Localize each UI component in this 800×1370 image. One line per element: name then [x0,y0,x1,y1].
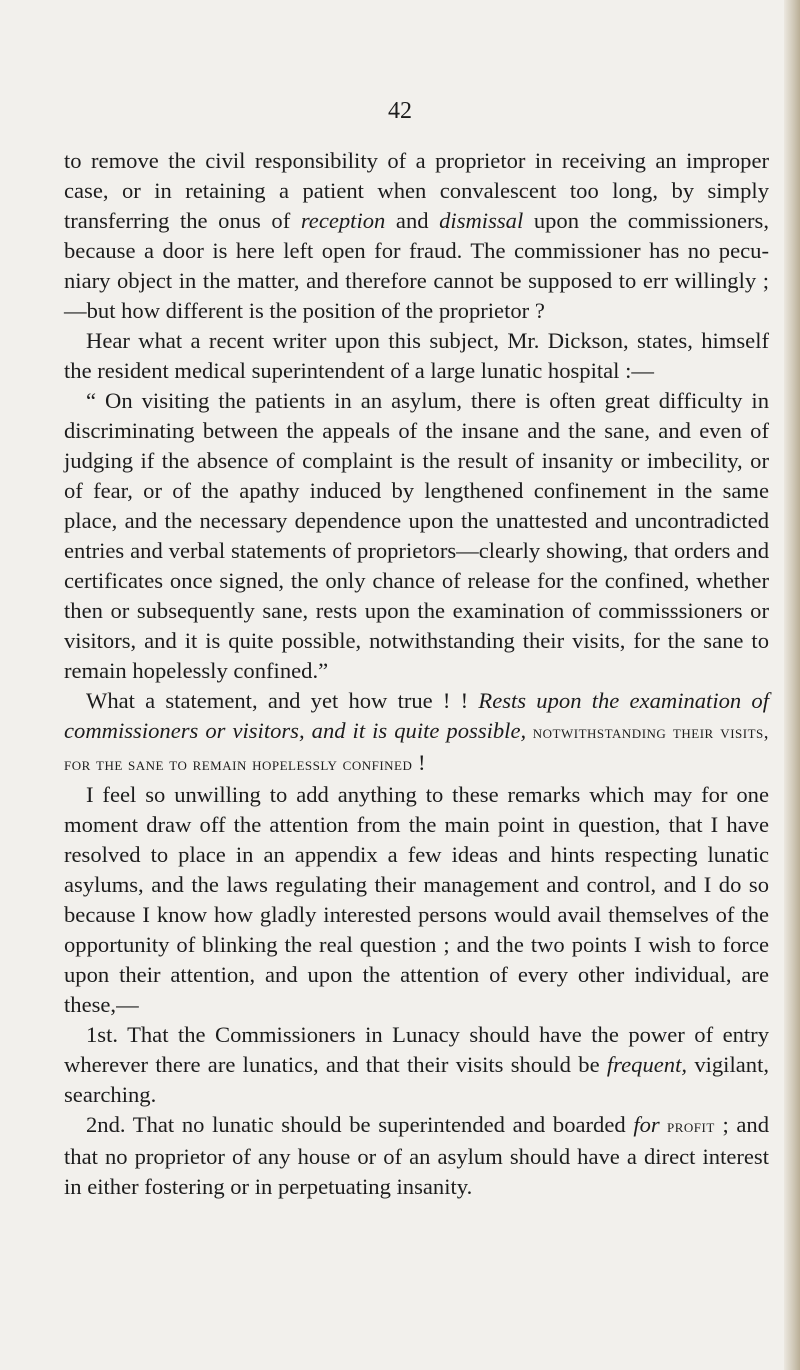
paragraph-1 [64,146,769,326]
body-text [64,146,769,1202]
paragraph-1-part-a: to remove the civil responsibility of a proprietor in receiving an improper case, or in retaining a patient when convalescent too long, by simply transferring the onus of [64,148,769,233]
paragraph-7-small-caps: profit [659,1116,715,1137]
paragraph-7-part-b: ; and that no proprietor of any house or of an asylum should have a direct interest in either fostering or in perpetuating insanity. [64,1112,770,1199]
paragraph-6 [64,1020,769,1110]
paragraph-7-emphasis: for [633,1112,660,1137]
paragraph-7 [64,1110,769,1202]
paragraph-5: I feel so unwilling to add anything to these remarks which may for one moment draw off the attention from the main point in question, that I have resolved to place in an appendix a few ideas and hints respecting lunatic asylums, and the laws regulating their management and control, and I do so because I know how gladly interested persons would avail themselves of the opportunity of blinking the real question ; and the two points I wish to force upon their attention, and upon the attention of every other individual, are these,— [64,782,769,1017]
paragraph-6-part-b: vigilant, searching. [64,1052,769,1107]
paragraph-2: Hear what a recent writer upon this subject, Mr. Dickson, states, himself the resident medical superintendent of a large lunatic hospital :— [64,328,769,383]
page-edge [784,0,800,1370]
paragraph-4-part-a: What a statement, and yet how true ! ! [86,688,479,713]
paragraph-4-emphasis: Rests upon the examination of commissioners or visitors, and it is quite possible, [64,688,769,743]
paragraph-1-emphasis-dismissal: dismissal [439,208,524,233]
paragraph-3-quotation: “ On visiting the patients in an asylum, there is often great difficulty in discriminating between the appeals of the insane and the sane, and even of judging if the absence of complaint is the result of insanity or imbecility, or of fear, or of the apathy induced by lengthened confinement in the same place, and the necessary dependence upon the unattested and uncontradicted entries and verbal statements of proprietors—clearly showing, that orders and certificates once signed, the only chance of release for the confined, whether then or subsequently sane, rests upon the examination of commisssioners or visitors, and it is quite possible, notwithstanding their visits, for the sane to remain hopelessly confined.” [64,388,769,683]
paragraph-4 [64,686,769,780]
paragraph-6-part-a: 1st. That the Commissioners in Lunacy should have the power of entry wherever there are lunatics, and that their visits should be [64,1022,769,1077]
paragraph-1-part-b: and [385,208,440,233]
paragraph-4-small-caps: notwithstanding their visits, for the sane to remain hopelessly confined [64,722,769,775]
page-number: 42 [388,98,412,124]
paragraph-7-part-a: 2nd. That no lunatic should be superintended and boarded [86,1112,634,1137]
paragraph-1-part-c: upon the commissioners, because a door is here left open for fraud. The commissioner has no pecuniary object in the matter, and therefore cannot be supposed to err willingly ;—but how different is the position of the proprietor ? [64,208,769,323]
paragraph-1-emphasis-reception: reception [300,208,386,233]
paragraph-6-emphasis: frequent, [606,1052,688,1077]
paragraph-4-part-b: ! [412,750,426,775]
